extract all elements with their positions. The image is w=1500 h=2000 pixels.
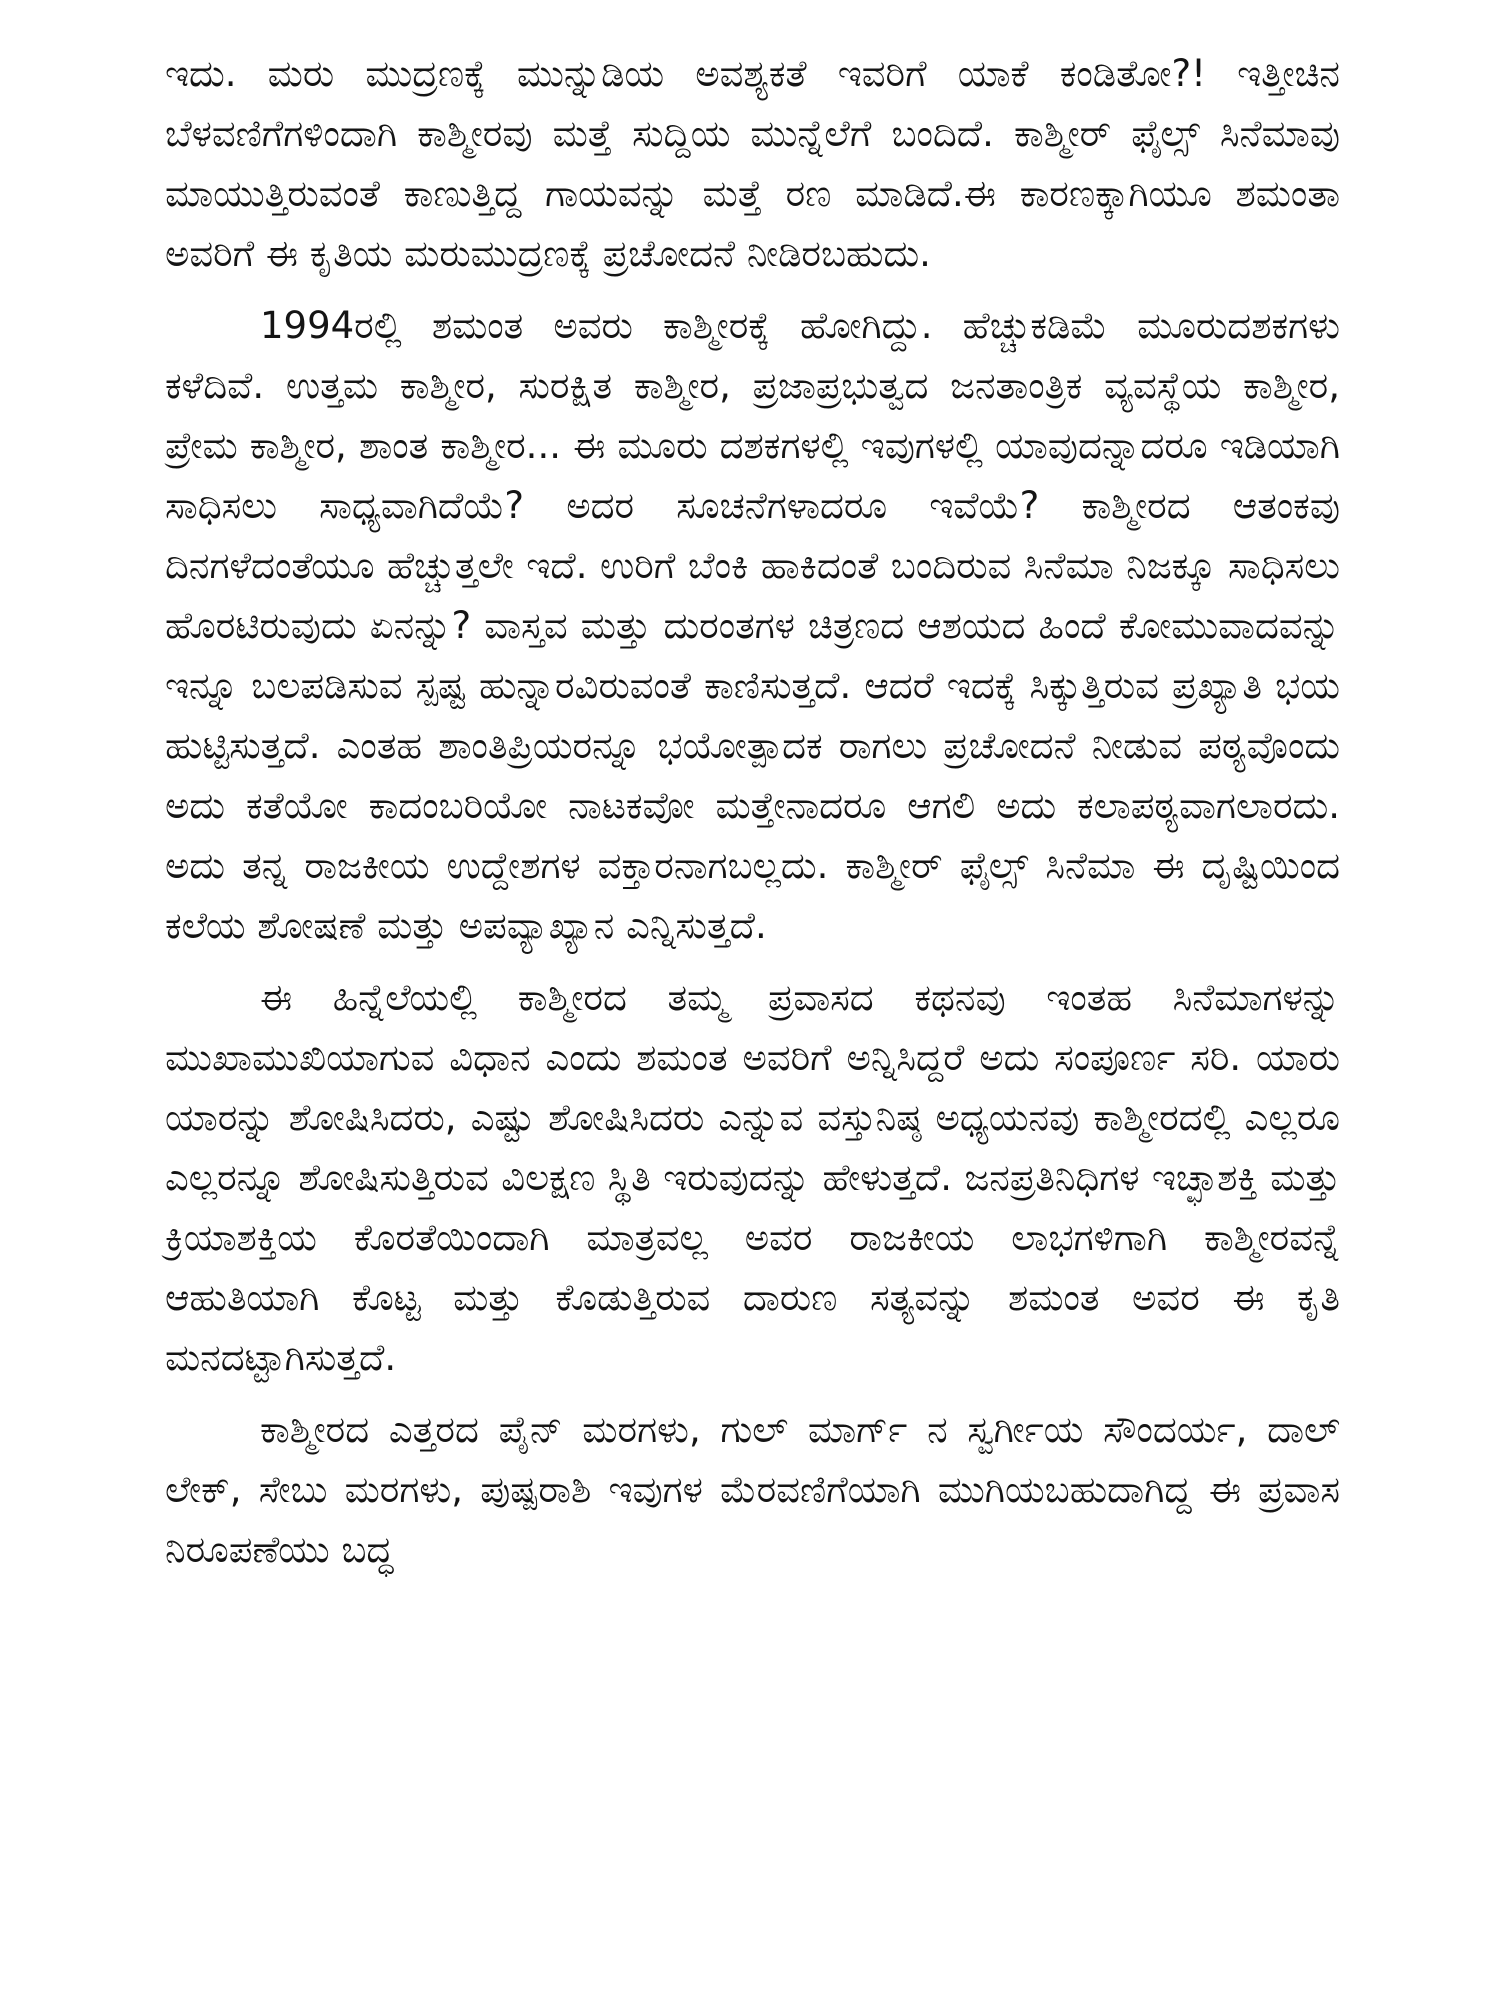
paragraph-kashmir-beauty: ಕಾಶ್ಮೀರದ ಎತ್ತರದ ಪೈನ್ ಮರಗಳು, ಗುಲ್ ಮಾರ್ಗ್ ನ ಸ್ವರ್ಗೀಯ ಸೌಂದರ್ಯ, ದಾಲ್ ಲೇಕ್, ಸೇಬು ಮರಗಳು, ಪುಷ್ಪರಾಶಿ ಇವುಗಳ ಮೆರವಣಿಗೆಯಾಗಿ ಮುಗಿಯಬಹುದಾಗಿದ್ದ ಈ ಪ್ರವಾಸ ನಿರೂಪಣೆಯು ಬದ್ಧ bbox=[165, 1408, 1340, 1571]
paragraph-intro: ಇದು. ಮರು ಮುದ್ರಣಕ್ಕೆ ಮುನ್ನುಡಿಯ ಅವಶ್ಯಕತೆ ಇವರಿಗೆ ಯಾಕೆ ಕಂಡಿತೋ?! ಇತ್ತೀಚಿನ ಬೆಳವಣಿಗೆಗಳಿಂದಾಗಿ ಕಾಶ್ಮೀರವು ಮತ್ತೆ ಸುದ್ದಿಯ ಮುನ್ನೆಲೆಗೆ ಬಂದಿದೆ. ಕಾಶ್ಮೀರ್ ಫೈಲ್ಸ್ ಸಿನೆಮಾವು ಮಾಯುತ್ತಿರುವಂತೆ ಕಾಣುತ್ತಿದ್ದ ಗಾಯವನ್ನು ಮತ್ತೆ ರಣ ಮಾಡಿದೆ.ಈ ಕಾರಣಕ್ಕಾಗಿಯೂ ಶಮಂತಾ ಅವರಿಗೆ ಈ ಕೃತಿಯ ಮರುಮುದ್ರಣಕ್ಕೆ ಪ್ರಚೋದನೆ ನೀಡಿರಬಹುದು. bbox=[165, 52, 1340, 275]
paragraph-1994-visit: 1994ರಲ್ಲಿ ಶಮಂತ ಅವರು ಕಾಶ್ಮೀರಕ್ಕೆ ಹೋಗಿದ್ದು. ಹೆಚ್ಚುಕಡಿಮೆ ಮೂರುದಶಕಗಳು ಕಳೆದಿವೆ. ಉತ್ತಮ ಕಾಶ್ಮೀರ, ಸುರಕ್ಷಿತ ಕಾಶ್ಮೀರ, ಪ್ರಜಾಪ್ರಭುತ್ವದ ಜನತಾಂತ್ರಿಕ ವ್ಯವಸ್ಥೆಯ ಕಾಶ್ಮೀರ, ಪ್ರೇಮ ಕಾಶ್ಮೀರ, ಶಾಂತ ಕಾಶ್ಮೀರ... ಈ ಮೂರು ದಶಕಗಳಲ್ಲಿ ಇವುಗಳಲ್ಲಿ ಯಾವುದನ್ನಾದರೂ ಇಡಿಯಾಗಿ ಸಾಧಿಸಲು ಸಾಧ್ಯವಾಗಿದೆಯೆ? ಅದರ ಸೂಚನೆಗಳಾದರೂ ಇವೆಯೆ? ಕಾಶ್ಮೀರದ ಆತಂಕವು ದಿನಗಳೆದಂತೆಯೂ ಹೆಚ್ಚುತ್ತಲೇ ಇದೆ. ಉರಿಗೆ ಬೆಂಕಿ ಹಾಕಿದಂತೆ ಬಂದಿರುವ ಸಿನೆಮಾ ನಿಜಕ್ಕೂ ಸಾಧಿಸಲು ಹೊರಟಿರುವುದು ಏನನ್ನು? ವಾಸ್ತವ ಮತ್ತು ದುರಂತಗಳ ಚಿತ್ರಣದ ಆಶಯದ ಹಿಂದೆ ಕೋಮುವಾದವನ್ನು ಇನ್ನೂ ಬಲಪಡಿಸುವ ಸ್ಪಷ್ಟ ಹುನ್ನಾರವಿರುವಂತೆ ಕಾಣಿಸುತ್ತದೆ. ಆದರೆ ಇದಕ್ಕೆ ಸಿಕ್ಕುತ್ತಿರುವ ಪ್ರಖ್ಯಾತಿ ಭಯ ಹುಟ್ಟಿಸುತ್ತದೆ. ಎಂತಹ ಶಾಂತಿಪ್ರಿಯರನ್ನೂ ಭಯೋತ್ಪಾದಕ ರಾಗಲು ಪ್ರಚೋದನೆ ನೀಡುವ ಪಠ್ಯವೊಂದು ಅದು ಕತೆಯೋ ಕಾದಂಬರಿಯೋ ನಾಟಕವೋ ಮತ್ತೇನಾದರೂ ಆಗಲಿ ಅದು ಕಲಾಪಠ್ಯವಾಗಲಾರದು. ಅದು ತನ್ನ ರಾಜಕೀಯ ಉದ್ದೇಶಗಳ ವಕ್ತಾರನಾಗಬಲ್ಲದು. ಕಾಶ್ಮೀರ್ ಫೈಲ್ಸ್ ಸಿನೆಮಾ ಈ ದೃಷ್ಟಿಯಿಂದ ಕಲೆಯ ಶೋಷಣೆ ಮತ್ತು ಅಪವ್ಯಾಖ್ಯಾನ ಎನ್ನಿಸುತ್ತದೆ. bbox=[165, 304, 1340, 947]
document-body bbox=[165, 44, 1340, 1592]
paragraph-background: ಈ ಹಿನ್ನೆಲೆಯಲ್ಲಿ ಕಾಶ್ಮೀರದ ತಮ್ಮ ಪ್ರವಾಸದ ಕಥನವು ಇಂತಹ ಸಿನೆಮಾಗಳನ್ನು ಮುಖಾಮುಖಿಯಾಗುವ ವಿಧಾನ ಎಂದು ಶಮಂತ ಅವರಿಗೆ ಅನ್ನಿಸಿದ್ದರೆ ಅದು ಸಂಪೂರ್ಣ ಸರಿ. ಯಾರು ಯಾರನ್ನು ಶೋಷಿಸಿದರು, ಎಷ್ಟು ಶೋಷಿಸಿದರು ಎನ್ನುವ ವಸ್ತುನಿಷ್ಠ ಅಧ್ಯಯನವು ಕಾಶ್ಮೀರದಲ್ಲಿ ಎಲ್ಲರೂ ಎಲ್ಲರನ್ನೂ ಶೋಷಿಸುತ್ತಿರುವ ವಿಲಕ್ಷಣ ಸ್ಥಿತಿ ಇರುವುದನ್ನು ಹೇಳುತ್ತದೆ. ಜನಪ್ರತಿನಿಧಿಗಳ ಇಚ್ಛಾಶಕ್ತಿ ಮತ್ತು ಕ್ರಿಯಾಶಕ್ತಿಯ ಕೊರತೆಯಿಂದಾಗಿ ಮಾತ್ರವಲ್ಲ ಅವರ ರಾಜಕೀಯ ಲಾಭಗಳಿಗಾಗಿ ಕಾಶ್ಮೀರವನ್ನೆ ಆಹುತಿಯಾಗಿ ಕೊಟ್ಟ ಮತ್ತು ಕೊಡುತ್ತಿರುವ ದಾರುಣ ಸತ್ಯವನ್ನು ಶಮಂತ ಅವರ ಈ ಕೃತಿ ಮನದಟ್ಟಾಗಿಸುತ್ತದೆ. bbox=[165, 976, 1340, 1379]
